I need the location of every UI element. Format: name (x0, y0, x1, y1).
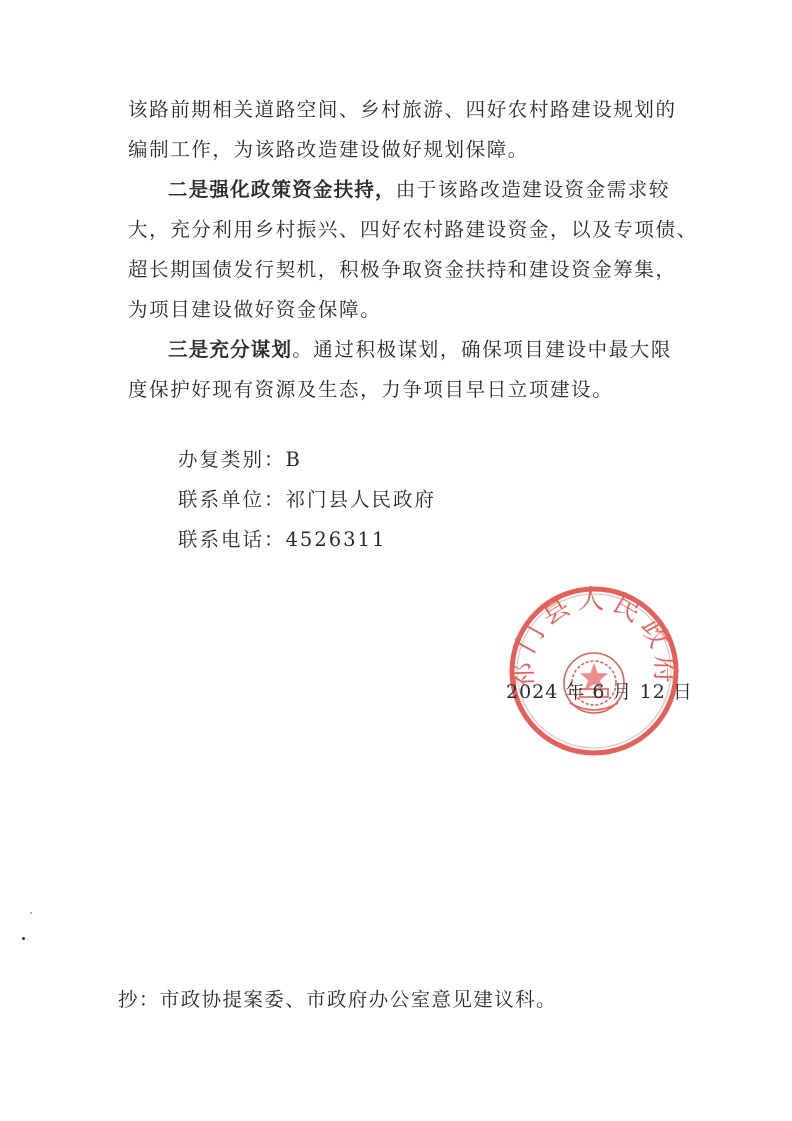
seal-text: 祁门县人民政府 (508, 585, 680, 690)
handling-category-label: 办复类别： (178, 448, 286, 471)
body-line-5: 为项目建设做好资金保障。 (128, 298, 382, 321)
body-line-1: 该路前期相关道路空间、乡村旅游、四好农村路建设规划的 (128, 98, 677, 121)
body-line-6: 度保护好现有资源及生态，力争项目早日立项建设。 (128, 378, 614, 401)
paragraph-2-heading: 二是强化政策资金扶持， (168, 178, 396, 201)
paragraph-3-heading: 三是充分谋划 (168, 338, 293, 361)
body-line-3: 大，充分利用乡村振兴、四好农村路建设资金，以及专项债、 (128, 218, 698, 241)
official-seal-stamp (508, 585, 680, 757)
contact-phone-value: 4526311 (285, 528, 387, 551)
contact-phone (178, 528, 386, 552)
contact-unit-label: 联系单位： (178, 488, 286, 511)
body-line-4: 超长期国债发行契机，积极争取资金扶持和建设资金筹集， (128, 258, 677, 281)
handling-category-value: B (285, 448, 302, 471)
scan-speck (22, 937, 25, 940)
paragraph-2-text: 由于该路改造建设资金需求较 (395, 178, 671, 201)
contact-unit-value: 祁门县人民政府 (285, 488, 437, 511)
paragraph-3-first-line (168, 338, 672, 362)
scan-speck (30, 912, 32, 914)
handling-category (178, 448, 302, 472)
document-date: 2024 年 6 月 12 日 (506, 681, 693, 703)
contact-phone-label: 联系电话： (178, 528, 286, 551)
paragraph-3-text: 。通过积极谋划，确保项目建设中最大限 (292, 338, 673, 361)
body-line-2: 编制工作，为该路改造建设做好规划保障。 (128, 138, 529, 161)
contact-unit (178, 488, 436, 512)
paragraph-2-first-line (168, 178, 670, 202)
carbon-copy-line: 抄：市政协提案委、市政府办公室意见建议科。 (118, 988, 557, 1011)
